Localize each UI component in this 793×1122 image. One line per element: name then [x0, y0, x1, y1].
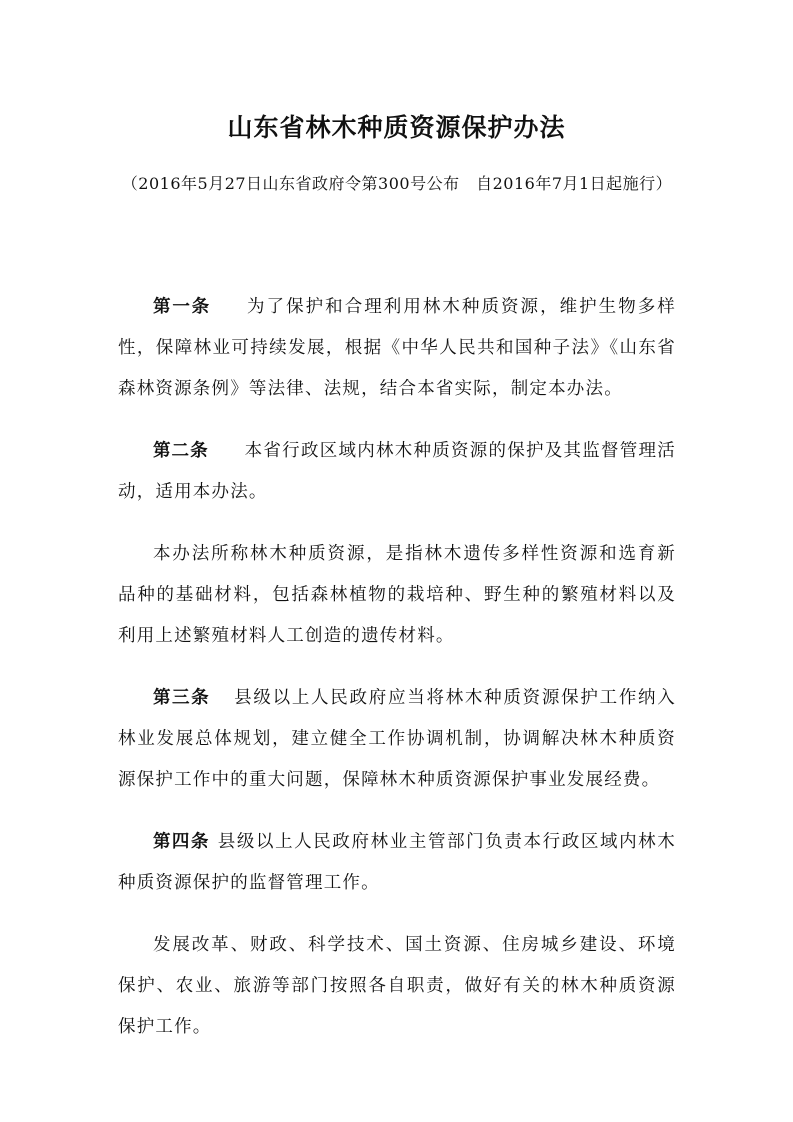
article-2-text: 本省行政区域内林木种质资源的保护及其监督管理活动，适用本办法。: [118, 441, 676, 502]
article-2-label: 第二条: [153, 441, 209, 461]
article-4-paragraph-2-text: 发展改革、财政、科学技术、国土资源、住房城乡建设、环境保护、农业、旅游等部门按照各自职责，做好有关的林木种质资源保护工作。: [118, 935, 676, 1037]
article-4-paragraph-2: [118, 925, 676, 1048]
article-1: [118, 287, 676, 410]
article-1-text: 为了保护和合理利用林木种质资源，维护生物多样性，保障林业可持续发展，根据《中华人民共和国种子法》《山东省森林资源条例》等法律、法规，结合本省实际，制定本办法。: [118, 297, 676, 399]
article-4-text: 县级以上人民政府林业主管部门负责本行政区域内林木种质资源保护的监督管理工作。: [118, 832, 676, 893]
article-3: [118, 678, 676, 801]
document-subtitle: （2016年5月27日山东省政府令第300号公布 自2016年7月1日起施行）: [121, 174, 673, 193]
document-title: 山东省林木种质资源保护办法: [227, 113, 566, 142]
article-2-paragraph-2-text: 本办法所称林木种质资源，是指林木遗传多样性资源和选育新品种的基础材料，包括森林植物的栽培种、野生种的繁殖材料以及利用上述繁殖材料人工创造的遗传材料。: [118, 544, 676, 646]
article-1-label: 第一条: [153, 297, 212, 317]
article-4-label: 第四条: [153, 832, 210, 852]
article-3-label: 第三条: [153, 688, 211, 708]
document-body: [118, 287, 676, 1069]
article-4: [118, 822, 676, 904]
article-2-paragraph-2: [118, 534, 676, 657]
article-3-text: 县级以上人民政府应当将林木种质资源保护工作纳入林业发展总体规划，建立健全工作协调机制，协调解决林木种质资源保护工作中的重大问题，保障林木种质资源保护事业发展经费。: [118, 688, 676, 790]
article-2: [118, 431, 676, 513]
